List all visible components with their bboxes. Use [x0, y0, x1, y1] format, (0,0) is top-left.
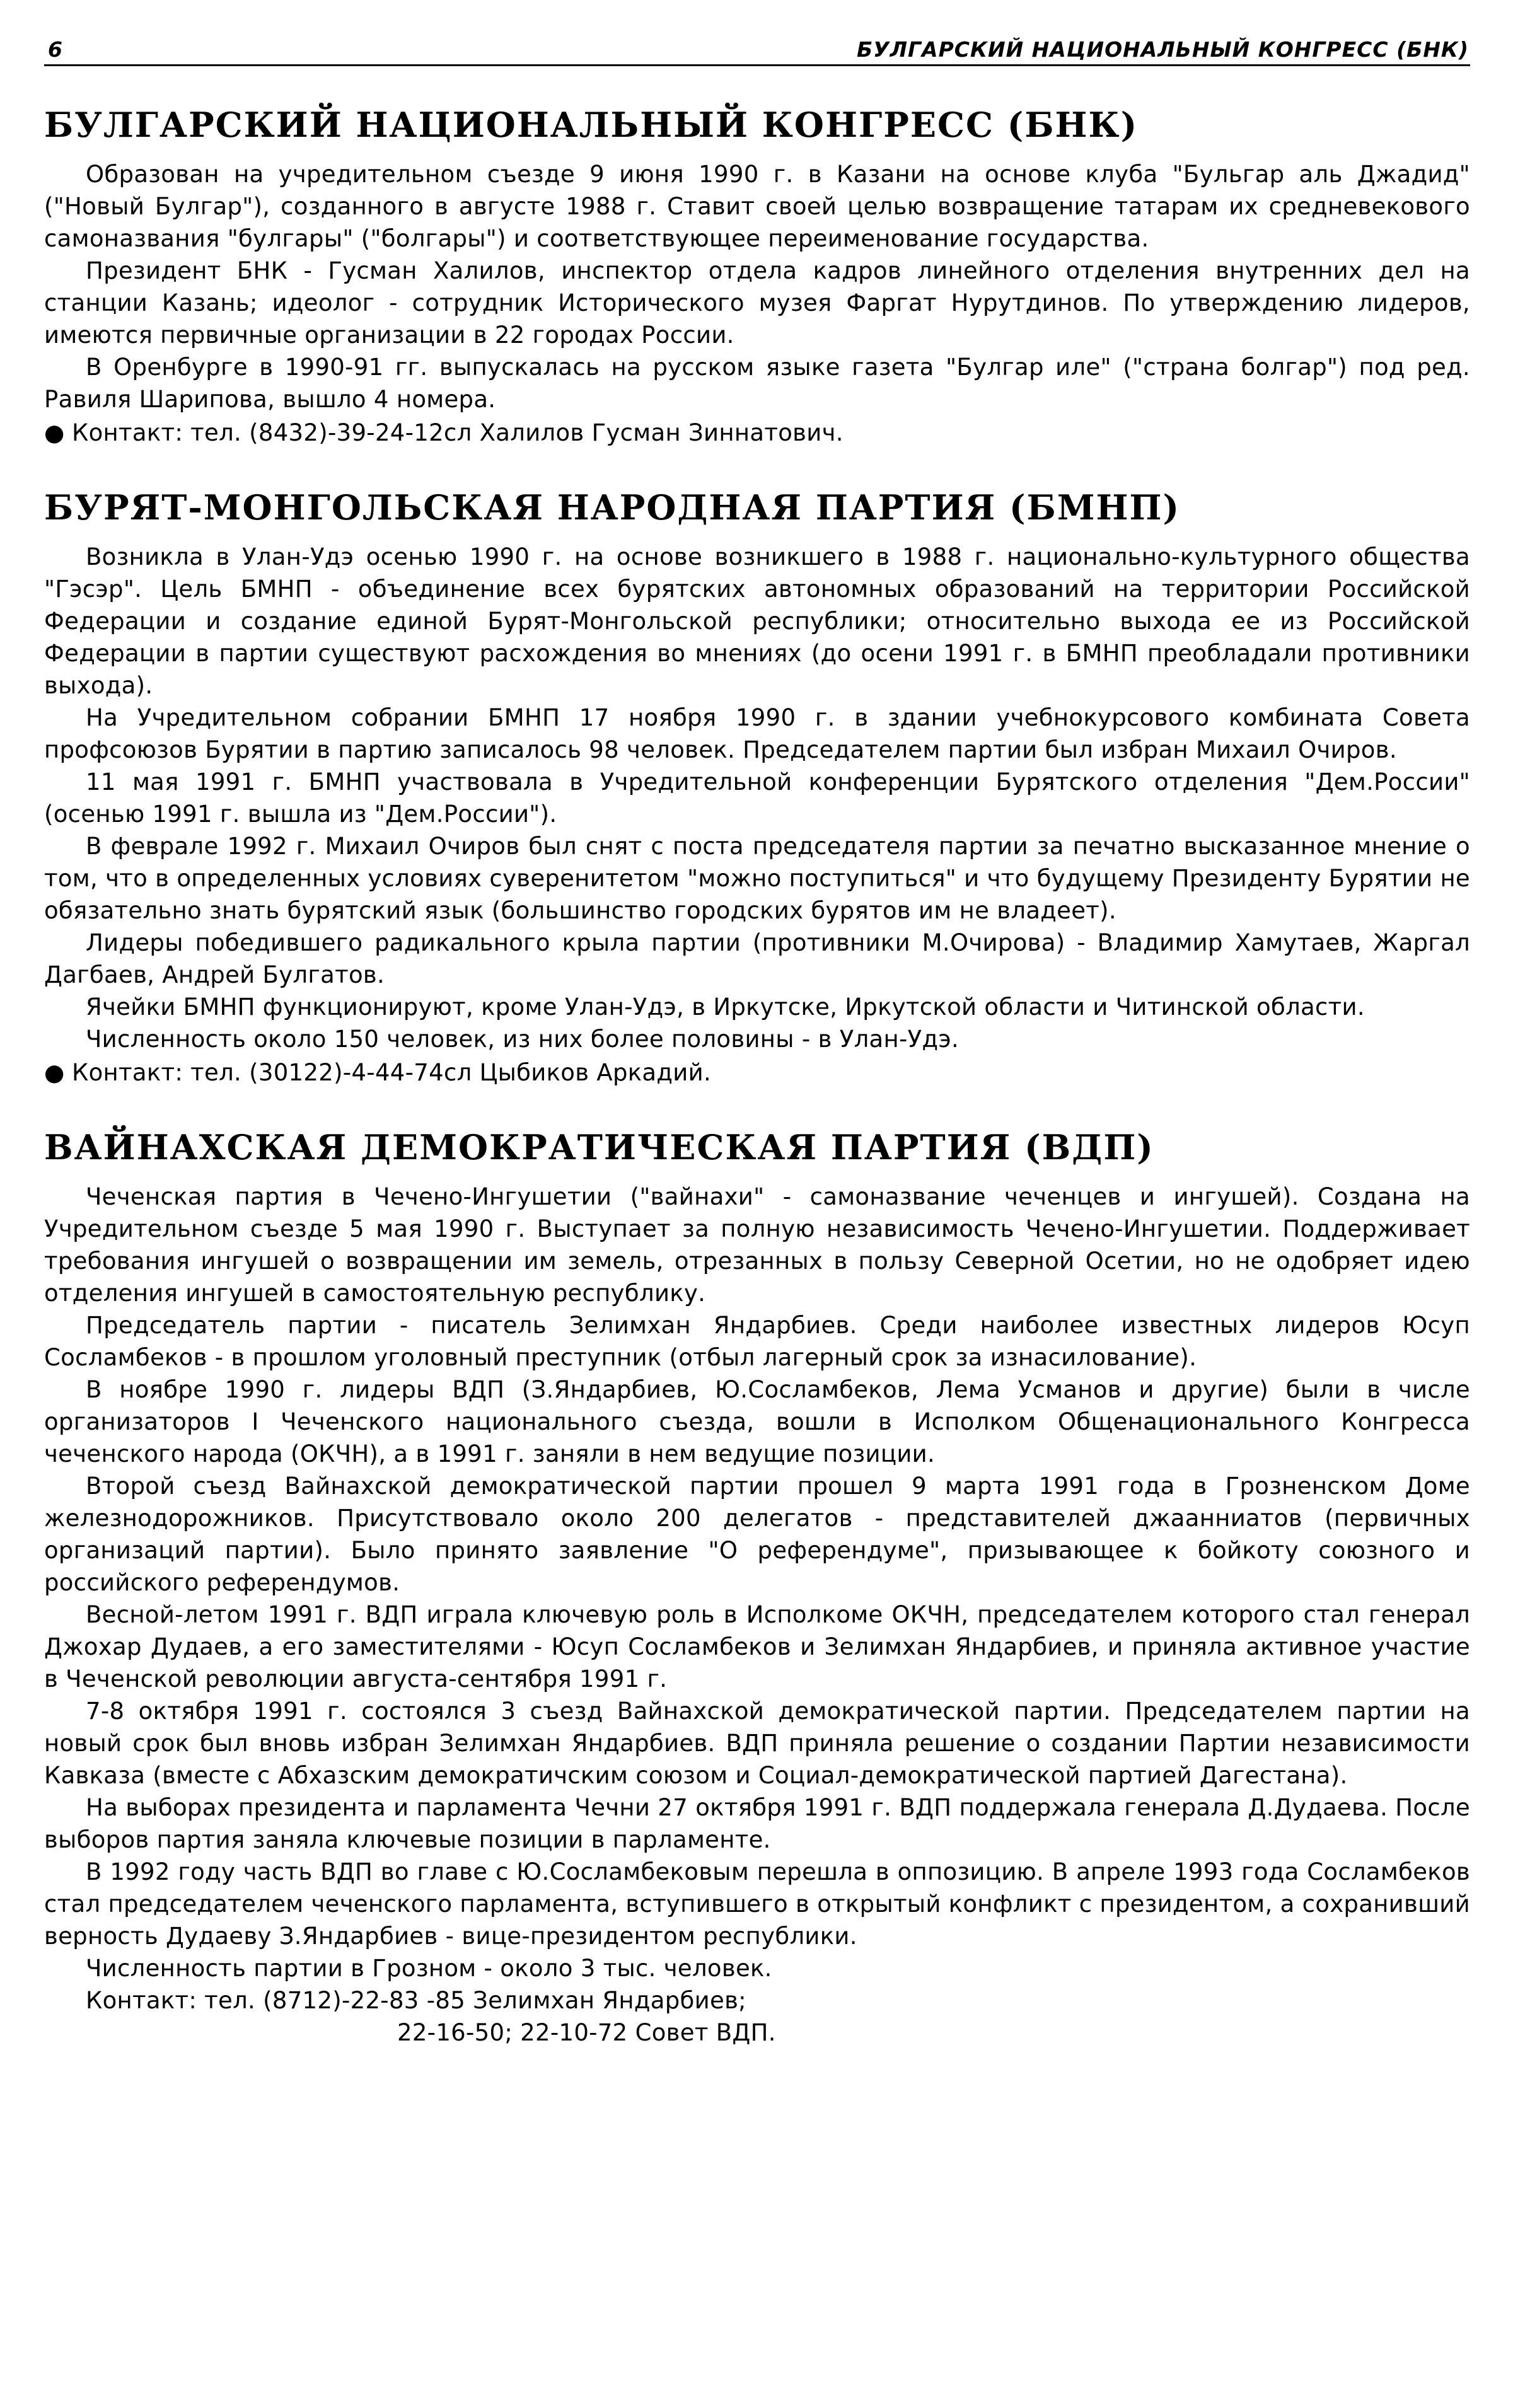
section-title: БУЛГАРСКИЙ НАЦИОНАЛЬНЫЙ КОНГРЕСС (БНК)	[44, 105, 1139, 145]
document-page	[44, 25, 1470, 2383]
paragraph: Лидеры победившего радикального крыла партии (противники М.Очирова) - Владимир Хамутаев, Жаргал Дагбаев, Андрей Булгатов.	[44, 929, 1470, 989]
paragraph: Чеченская партия в Чечено-Ингушетии ("вайнахи" - самоназвание чеченцев и ингушей). Создана на Учредительном съезде 5 мая 1990 г. Выступает за полную независимость Чечено-Ингушетии. Поддерживает требования ингушей о возвращении им земель, отрезанных в пользу Северной Осетии, но не одобряет идею отделения ингушей в самостоятельную республику.	[44, 1183, 1470, 1307]
paragraph: Образован на учредительном съезде 9 июня 1990 г. в Казани на основе клуба "Бульгар аль Джадид" ("Новый Булгар"), созданного в августе 1988 г. Ставит своей целью возвращение татарам их средневекового самоназвания "булгары" ("болгары") и соответствующее переименование государства.	[44, 161, 1470, 253]
paragraph: Президент БНК - Гусман Халилов, инспектор отдела кадров линейного отделения внутренних дел на станции Казань; идеолог - сотрудник Исторического музея Фаргат Нурутдинов. По утверждению лидеров, имеются первичные организации в 22 городах России.	[44, 257, 1470, 349]
contact-line-continued: 22-16-50; 22-10-72 Совет ВДП.	[397, 2019, 776, 2047]
paragraph: На Учредительном собрании БМНП 17 ноября 1990 г. в здании учебнокурсового комбината Совета профсоюзов Бурятии в партию записалось 98 человек. Председателем партии был избран Михаил Очиров.	[44, 704, 1470, 764]
paragraph: Ячейки БМНП функционируют, кроме Улан-Удэ, в Иркутске, Иркутской области и Читинской области.	[86, 993, 1365, 1021]
paragraph: В 1992 году часть ВДП во главе с Ю.Сосламбековым перешла в оппозицию. В апреле 1993 года Сосламбеков стал председателем чеченского парламента, вступившего в открытый конфликт с президентом, а сохранивший верность Дудаеву З.Яндарбиев - вице-президентом республики.	[44, 1858, 1470, 1950]
bullet-icon: ●	[44, 1059, 65, 1087]
paragraph: На выборах президента и парламента Чечни 27 октября 1991 г. ВДП поддержала генерала Д.Дудаева. После выборов партия заняла ключевые позиции в парламенте.	[44, 1794, 1470, 1854]
paragraph: В Оренбурге в 1990-91 гг. выпускалась на русском языке газета "Булгар иле" ("страна болгар") под ред. Равиля Шарипова, вышло 4 номера.	[44, 354, 1470, 414]
section-bnk	[44, 105, 1470, 449]
paragraph: Второй съезд Вайнахской демократической партии прошел 9 марта 1991 года в Грозненском Доме железнодорожников. Присутствовало около 200 делегатов - представителей джаанниатов (первичных организаций партии). Было принято заявление "О референдуме", призывающее к бойкоту союзного и российского референдумов.	[44, 1473, 1470, 1597]
paragraph: Весной-летом 1991 г. ВДП играла ключевую роль в Исполкоме ОКЧН, председателем которого стал генерал Джохар Дудаев, а его заместителями - Юсуп Сосламбеков и Зелимхан Яндарбиев, и приняла активное участие в Чеченской революции августа-сентября 1991 г.	[44, 1601, 1470, 1693]
running-header	[44, 25, 1470, 66]
contact-text: Контакт: тел. (8432)-39-24-12сл Халилов Гусман Зиннатович.	[72, 419, 843, 447]
paragraph: Возникла в Улан-Удэ осенью 1990 г. на основе возникшего в 1988 г. национально-культурного общества "Гэсэр". Цель БМНП - объединение всех бурятских автономных образований на территории Российской Федерации и создание единой Бурят-Монгольской республики; относительно выхода ее из Российской Федерации в партии существуют расхождения во мнениях (до осени 1991 г. в БМНП преобладали противники выхода).	[44, 543, 1470, 700]
paragraph: 11 мая 1991 г. БМНП участвовала в Учредительной конференции Бурятского отделения "Дем.России" (осенью 1991 г. вышла из "Дем.России").	[44, 768, 1470, 828]
paragraph: Численность партии в Грозном - около 3 тыс. человек.	[86, 1955, 772, 1983]
contact-line	[44, 1056, 1470, 1089]
bullet-icon: ●	[44, 419, 65, 447]
section-vdp	[44, 1128, 1470, 2049]
paragraph: Численность около 150 человек, из них более половины - в Улан-Удэ.	[86, 1026, 959, 1053]
page-number: 6	[48, 37, 63, 62]
section-title: ВАЙНАХСКАЯ ДЕМОКРАТИЧЕСКАЯ ПАРТИЯ (ВДП)	[44, 1127, 1154, 1168]
contact-line	[44, 417, 1470, 449]
running-title: БУЛГАРСКИЙ НАЦИОНАЛЬНЫЙ КОНГРЕСС (БНК)	[857, 37, 1469, 62]
paragraph: 7-8 октября 1991 г. состоялся 3 съезд Вайнахской демократической партии. Председателем партии на новый срок был вновь избран Зелимхан Яндарбиев. ВДП приняла решение о создании Партии независимости Кавказа (вместе с Абхазским демократичским союзом и Социал-демократической партией Дагестана).	[44, 1698, 1470, 1790]
contact-text: Контакт: тел. (30122)-4-44-74сл Цыбиков Аркадий.	[72, 1059, 712, 1087]
contact-line: Контакт: тел. (8712)-22-83 -85 Зелимхан Яндарбиев;	[86, 1987, 746, 2015]
paragraph: В ноябре 1990 г. лидеры ВДП (З.Яндарбиев, Ю.Сосламбеков, Лема Усманов и другие) были в числе организаторов I Чеченского национального съезда, вошли в Исполком Общенационального Конгресса чеченского народа (ОКЧН), а в 1991 г. заняли в нем ведущие позиции.	[44, 1376, 1470, 1468]
section-title: БУРЯТ-МОНГОЛЬСКАЯ НАРОДНАЯ ПАРТИЯ (БМНП)	[44, 487, 1181, 528]
paragraph: В феврале 1992 г. Михаил Очиров был снят с поста председателя партии за печатно высказанное мнение о том, что в определенных условиях суверенитетом "можно поступиться" и что будущему Президенту Бурятии не обязательно знать бурятский язык (большинство городских бурятов им не владеет).	[44, 833, 1470, 925]
paragraph: Председатель партии - писатель Зелимхан Яндарбиев. Среди наиболее известных лидеров Юсуп Сосламбеков - в прошлом уголовный преступник (отбыл лагерный срок за изнасилование).	[44, 1312, 1470, 1372]
section-bmnp	[44, 488, 1470, 1089]
